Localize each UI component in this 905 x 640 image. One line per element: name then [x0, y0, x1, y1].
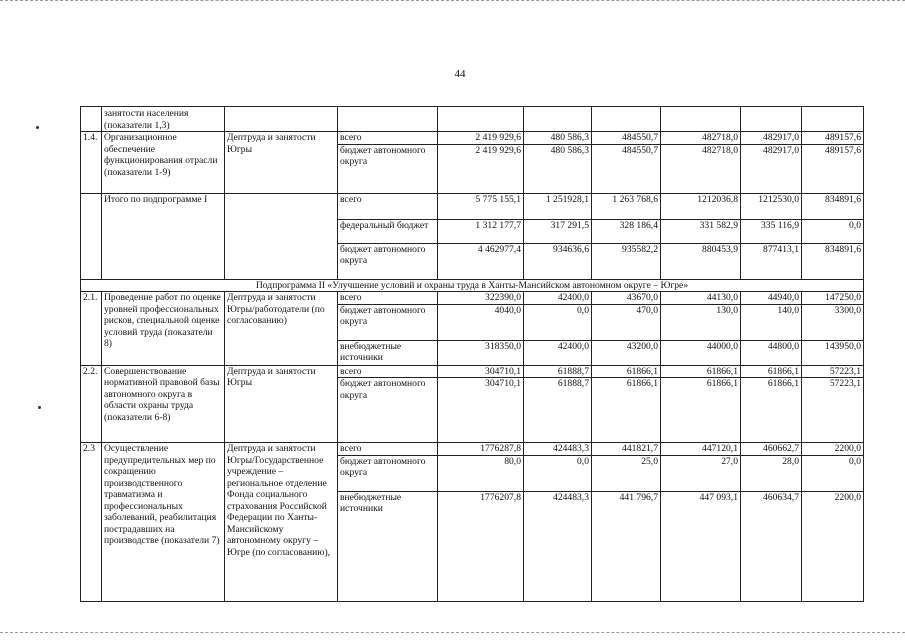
value-y3: 331 582,9 [661, 219, 741, 243]
value-y1: 42400,0 [524, 340, 592, 365]
executor: Дептруда и занятости Югры [225, 132, 338, 194]
value-y2: 61866,1 [592, 378, 661, 443]
budget-table [80, 106, 864, 602]
value-y4: 877413,1 [741, 243, 802, 279]
value-y5: 2200,0 [802, 443, 864, 456]
table-row [81, 292, 864, 305]
value-y3: 27,0 [661, 455, 741, 491]
value-y3: 880453,9 [661, 243, 741, 279]
value-y3: 44000,0 [661, 340, 741, 365]
value-y5: 147250,0 [802, 292, 864, 305]
page-number: 44 [454, 68, 466, 80]
funding-source: всего [338, 193, 438, 219]
table-row [81, 365, 864, 378]
measure-name: Проведение работ по оценке уровней профессиональных рисков, специальной оценке условий труда (показатели 8) [102, 292, 225, 366]
row-number: 2.3 [81, 443, 102, 602]
value-y4: 460662,7 [741, 443, 802, 456]
funding-source: всего [338, 365, 438, 378]
executor: Дептруда и занятости Югры/Государственное учреждение – региональное отделение Фонда социального страхования Российской Федерации по Ханты-Мансийскому автономному округу – Югре (по согласованию), [225, 443, 338, 602]
value-y5: 834891,6 [802, 243, 864, 279]
subprogram-heading: Подпрограмма II «Улучшение условий и охраны труда в Ханты-Мансийском автономном округе – Югре» [81, 279, 864, 292]
value-y5: 143950,0 [802, 340, 864, 365]
value-y1: 61888,7 [524, 365, 592, 378]
value-y1: 0,0 [524, 455, 592, 491]
value-y4: 482917,0 [741, 144, 802, 193]
measure-name: Итого по подпрограмме I [102, 193, 225, 279]
value-y1: 0,0 [524, 304, 592, 340]
executor: Дептруда и занятости Югры/работодатели (по согласованию) [225, 292, 338, 366]
margin-mark [36, 126, 39, 129]
value-y3: 482718,0 [661, 132, 741, 145]
value-y1: 61888,7 [524, 378, 592, 443]
row-number [81, 107, 102, 132]
value-y3: 61866,1 [661, 365, 741, 378]
executor: Дептруда и занятости Югры [225, 365, 338, 443]
value-y4: 1212530,0 [741, 193, 802, 219]
funding-source: всего [338, 443, 438, 456]
value-y5: 489157,6 [802, 132, 864, 145]
value-y2: 441 796,7 [592, 491, 661, 601]
row-number: 2.2. [81, 365, 102, 443]
funding-source: внебюджетные источники [338, 340, 438, 365]
value-y5: 3300,0 [802, 304, 864, 340]
value-y2: 935582,2 [592, 243, 661, 279]
executor [225, 107, 338, 132]
table-row [81, 107, 864, 132]
value-y4: 335 116,9 [741, 219, 802, 243]
value-y3: 61866,1 [661, 378, 741, 443]
value-y3: 1212036,8 [661, 193, 741, 219]
row-number [81, 193, 102, 279]
value-y2: 470,0 [592, 304, 661, 340]
value-total: 1776287,8 [438, 443, 524, 456]
value-y4: 460634,7 [741, 491, 802, 601]
value-y1: 934636,6 [524, 243, 592, 279]
value-y3: 130,0 [661, 304, 741, 340]
funding-source [338, 107, 438, 132]
value-y2: 43670,0 [592, 292, 661, 305]
value-y4: 482917,0 [741, 132, 802, 145]
row-number: 1.4. [81, 132, 102, 194]
value-y1: 480 586,3 [524, 144, 592, 193]
funding-source: бюджет автономного округа [338, 378, 438, 443]
funding-source: бюджет автономного округа [338, 243, 438, 279]
measure-name: занятости населения (показатели 1,3) [102, 107, 225, 132]
value-y1: 424483,3 [524, 443, 592, 456]
value-total: 304710,1 [438, 378, 524, 443]
value-total: 1 312 177,7 [438, 219, 524, 243]
value-total: 322390,0 [438, 292, 524, 305]
scan-edge-bottom [0, 632, 905, 637]
funding-source: всего [338, 292, 438, 305]
value-y5: 2200,0 [802, 491, 864, 601]
margin-mark [38, 406, 41, 409]
value-y4: 28,0 [741, 455, 802, 491]
value-y4: 44940,0 [741, 292, 802, 305]
table-row [81, 193, 864, 219]
value-total: 304710,1 [438, 365, 524, 378]
value-y2: 328 186,4 [592, 219, 661, 243]
value-y4: 140,0 [741, 304, 802, 340]
value-y2: 441821,7 [592, 443, 661, 456]
value-y4: 61866,1 [741, 365, 802, 378]
measure-name: Организационное обеспечение функционирования отрасли (показатели 1-9) [102, 132, 225, 194]
value-total: 5 775 155,1 [438, 193, 524, 219]
row-number: 2.1. [81, 292, 102, 366]
value-y3: 482718,0 [661, 144, 741, 193]
value-y1: 42400,0 [524, 292, 592, 305]
value-y4: 44800,0 [741, 340, 802, 365]
executor [225, 193, 338, 279]
value-y5: 57223,1 [802, 378, 864, 443]
measure-name: Осуществление предупредительных мер по сокращению производственного травматизма и профессиональных заболеваний, реабилитация пострадавших на производстве (показатели 7) [102, 443, 225, 602]
table-row [81, 443, 864, 456]
funding-source: всего [338, 132, 438, 145]
value-y3: 44130,0 [661, 292, 741, 305]
measure-name: Совершенствование нормативной правовой базы автономного округа в области охраны труда (показатели 6-8) [102, 365, 225, 443]
value-y5: 0,0 [802, 455, 864, 491]
value-total: 80,0 [438, 455, 524, 491]
value-y2: 43200,0 [592, 340, 661, 365]
scan-edge-top [0, 0, 905, 5]
value-y5: 0,0 [802, 219, 864, 243]
funding-source: бюджет автономного округа [338, 455, 438, 491]
value-total: 2 419 929,6 [438, 132, 524, 145]
value-y2: 61866,1 [592, 365, 661, 378]
value-total: 4040,0 [438, 304, 524, 340]
value-total: 4 462977,4 [438, 243, 524, 279]
funding-source: федеральный бюджет [338, 219, 438, 243]
value-y5: 834891,6 [802, 193, 864, 219]
value-y1: 1 251928,1 [524, 193, 592, 219]
value-y2: 484550,7 [592, 132, 661, 145]
value-y3: 447120,1 [661, 443, 741, 456]
funding-source: бюджет автономного округа [338, 304, 438, 340]
value-y1: 424483,3 [524, 491, 592, 601]
funding-source: внебюджетные источники [338, 491, 438, 601]
value-total: 1776207,8 [438, 491, 524, 601]
value-y5: 57223,1 [802, 365, 864, 378]
value-total: 2 419 929,6 [438, 144, 524, 193]
value-y5: 489157,6 [802, 144, 864, 193]
value-y3: 447 093,1 [661, 491, 741, 601]
value-y1: 480 586,3 [524, 132, 592, 145]
table-row [81, 132, 864, 145]
value-y4: 61866,1 [741, 378, 802, 443]
value-y1: 317 291,5 [524, 219, 592, 243]
value-y2: 25,0 [592, 455, 661, 491]
funding-source: бюджет автономного округа [338, 144, 438, 193]
value-y2: 1 263 768,6 [592, 193, 661, 219]
table-row [81, 279, 864, 292]
value-y2: 484550,7 [592, 144, 661, 193]
value-total: 318350,0 [438, 340, 524, 365]
